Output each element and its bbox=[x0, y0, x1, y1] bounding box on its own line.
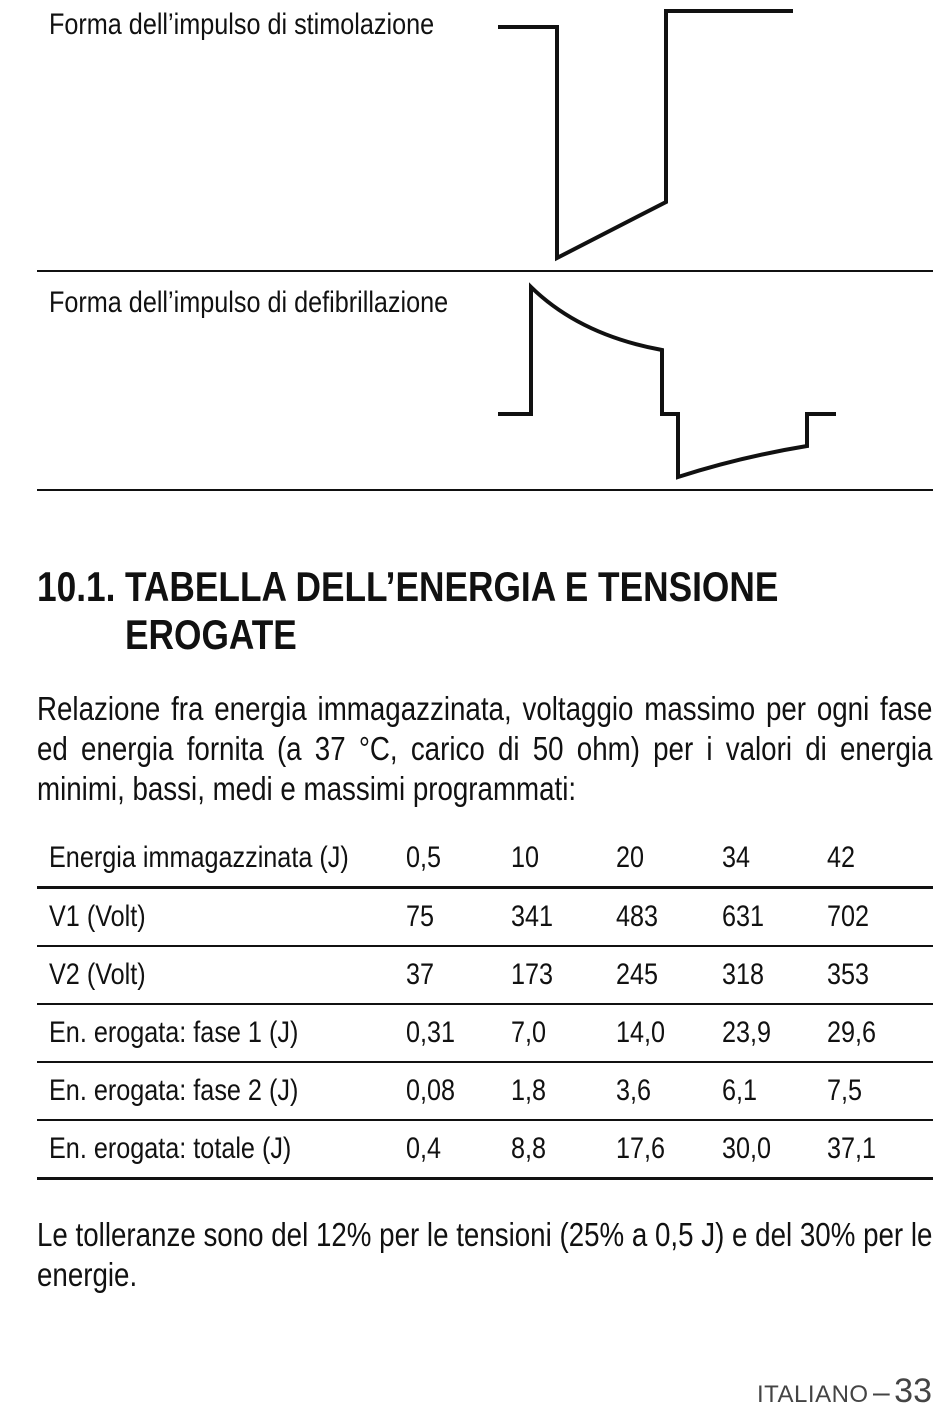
table-cell: 30,0 bbox=[722, 1120, 828, 1179]
table-cell: 245 bbox=[616, 946, 722, 1004]
table-header-cell: Energia immagazzinata (J) bbox=[37, 830, 406, 888]
section-divider bbox=[37, 489, 933, 491]
stimulation-pulse-label: Forma dell’impulso di stimolazione bbox=[49, 8, 435, 41]
table-row bbox=[37, 946, 933, 1004]
page-footer bbox=[757, 1372, 932, 1411]
table-row bbox=[37, 1120, 933, 1179]
table-cell: 37 bbox=[406, 946, 512, 1004]
footer-separator: – bbox=[873, 1376, 890, 1409]
table-cell: 631 bbox=[722, 888, 828, 947]
defibrillation-pulse-waveform bbox=[498, 287, 836, 477]
table-cell: 0,31 bbox=[406, 1004, 512, 1062]
section-divider bbox=[37, 270, 933, 272]
table-cell: 173 bbox=[511, 946, 616, 1004]
page-number: 33 bbox=[894, 1372, 932, 1410]
table-row-label: V2 (Volt) bbox=[37, 946, 406, 1004]
defibrillation-pulse-label: Forma dell’impulso di defibrillazione bbox=[49, 286, 449, 319]
table-cell: 1,8 bbox=[511, 1062, 616, 1120]
table-cell: 7,0 bbox=[511, 1004, 616, 1062]
table-row bbox=[37, 1004, 933, 1062]
table-row-label: V1 (Volt) bbox=[37, 888, 406, 947]
section-title-line-1: TABELLA DELL’ENERGIA E TENSIONE bbox=[125, 563, 779, 610]
section-title-line-2: EROGATE bbox=[125, 611, 297, 658]
table-header-cell: 0,5 bbox=[406, 830, 512, 888]
table-cell: 341 bbox=[511, 888, 616, 947]
intro-paragraph: Relazione fra energia immagazzinata, voltaggio massimo per ogni fase ed energia fornita (a 37 °C, carico di 50 ohm) per i valori di energia minimi, bassi, medi e massimi programmati: bbox=[37, 690, 933, 807]
table-row-label: En. erogata: totale (J) bbox=[37, 1120, 406, 1179]
table-cell: 702 bbox=[827, 888, 933, 947]
table-row bbox=[37, 888, 933, 947]
table-cell: 3,6 bbox=[616, 1062, 722, 1120]
energy-voltage-table bbox=[37, 830, 933, 1180]
table-cell: 318 bbox=[722, 946, 828, 1004]
table-header-cell: 10 bbox=[511, 830, 616, 888]
table-cell: 23,9 bbox=[722, 1004, 828, 1062]
table-cell: 8,8 bbox=[511, 1120, 616, 1179]
table-cell: 353 bbox=[827, 946, 933, 1004]
table-header-cell: 42 bbox=[827, 830, 933, 888]
stimulation-pulse-waveform bbox=[498, 11, 793, 258]
table-cell: 483 bbox=[616, 888, 722, 947]
table-cell: 37,1 bbox=[827, 1120, 933, 1179]
table-row-label: En. erogata: fase 2 (J) bbox=[37, 1062, 406, 1120]
table-cell: 14,0 bbox=[616, 1004, 722, 1062]
footer-language: ITALIANO bbox=[757, 1381, 869, 1408]
table-row bbox=[37, 1062, 933, 1120]
table-cell: 75 bbox=[406, 888, 512, 947]
section-number: 10.1. bbox=[37, 563, 116, 610]
table-cell: 7,5 bbox=[827, 1062, 933, 1120]
pulse-waveforms bbox=[0, 0, 950, 500]
table-row-label: En. erogata: fase 1 (J) bbox=[37, 1004, 406, 1062]
table-cell: 17,6 bbox=[616, 1120, 722, 1179]
table-cell: 0,4 bbox=[406, 1120, 512, 1179]
table-cell: 6,1 bbox=[722, 1062, 828, 1120]
table-header-cell: 20 bbox=[616, 830, 722, 888]
table-header-row bbox=[37, 830, 933, 888]
table-header-cell: 34 bbox=[722, 830, 828, 888]
table-cell: 0,08 bbox=[406, 1062, 512, 1120]
tolerance-note: Le tolleranze sono del 12% per le tensioni (25% a 0,5 J) e del 30% per le energie. bbox=[37, 1216, 933, 1293]
table-cell: 29,6 bbox=[827, 1004, 933, 1062]
